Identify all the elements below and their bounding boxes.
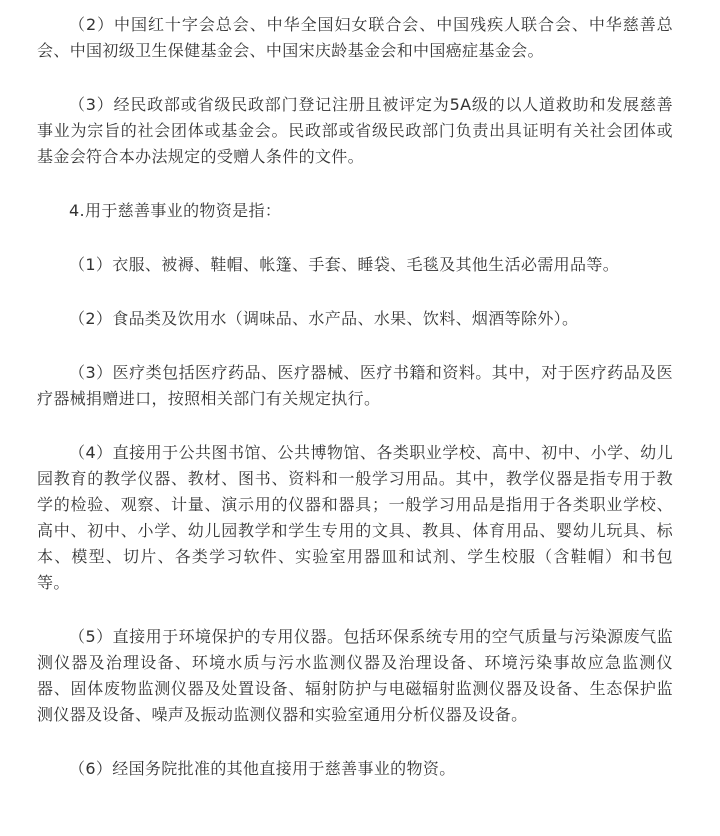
- paragraph-other: （6）经国务院批准的其他直接用于慈善事业的物资。: [69, 759, 456, 778]
- article-body: [37, 12, 673, 810]
- paragraph-environment: （5）直接用于环境保护的专用仪器。包括环保系统专用的空气质量与污染源废气监测仪器及治理设备、环境水质与污水监测仪器及治理设备、环境污染事故应急监测仪器、固体废物监测仪器及处置设备、辐射防护与电磁辐射监测仪器及设备、生态保护监测仪器及设备、噪声及振动监测仪器和实验室通用分析仪器及设备。: [37, 627, 673, 724]
- paragraph-medical: （3）医疗类包括医疗药品、医疗器械、医疗书籍和资料。其中，对于医疗药品及医疗器械捐赠进口，按照相关部门有关规定执行。: [37, 363, 673, 408]
- paragraph-donee-list: （2）中国红十字会总会、中华全国妇女联合会、中国残疾人联合会、中华慈善总会、中国初级卫生保健基金会、中国宋庆龄基金会和中国癌症基金会。: [37, 15, 673, 60]
- paragraph-materials-heading: 4.用于慈善事业的物资是指：: [69, 201, 282, 220]
- paragraph-clothing: （1）衣服、被褥、鞋帽、帐篷、手套、睡袋、毛毯及其他生活必需用品等。: [69, 255, 620, 274]
- paragraph-education: （4）直接用于公共图书馆、公共博物馆、各类职业学校、高中、初中、小学、幼儿园教育的教学仪器、教材、图书、资料和一般学习用品。其中，教学仪器是指专用于教学的检验、观察、计量、演示用的仪器和器具；一般学习用品是指用于各类职业学校、高中、初中、小学、幼儿园教学和学生专用的文具、教具、体育用品、婴幼儿玩具、标本、模型、切片、各类学习软件、实验室用器皿和试剂、学生校服（含鞋帽）和书包等。: [37, 443, 673, 592]
- paragraph-food: （2）食品类及饮用水（调味品、水产品、水果、饮料、烟酒等除外）。: [69, 309, 579, 328]
- paragraph-5a-organizations: （3）经民政部或省级民政部门登记注册且被评定为5A级的以人道救助和发展慈善事业为宗旨的社会团体或基金会。民政部或省级民政部门负责出具证明有关社会团体或基金会符合本办法规定的受赠人条件的文件。: [37, 95, 673, 166]
